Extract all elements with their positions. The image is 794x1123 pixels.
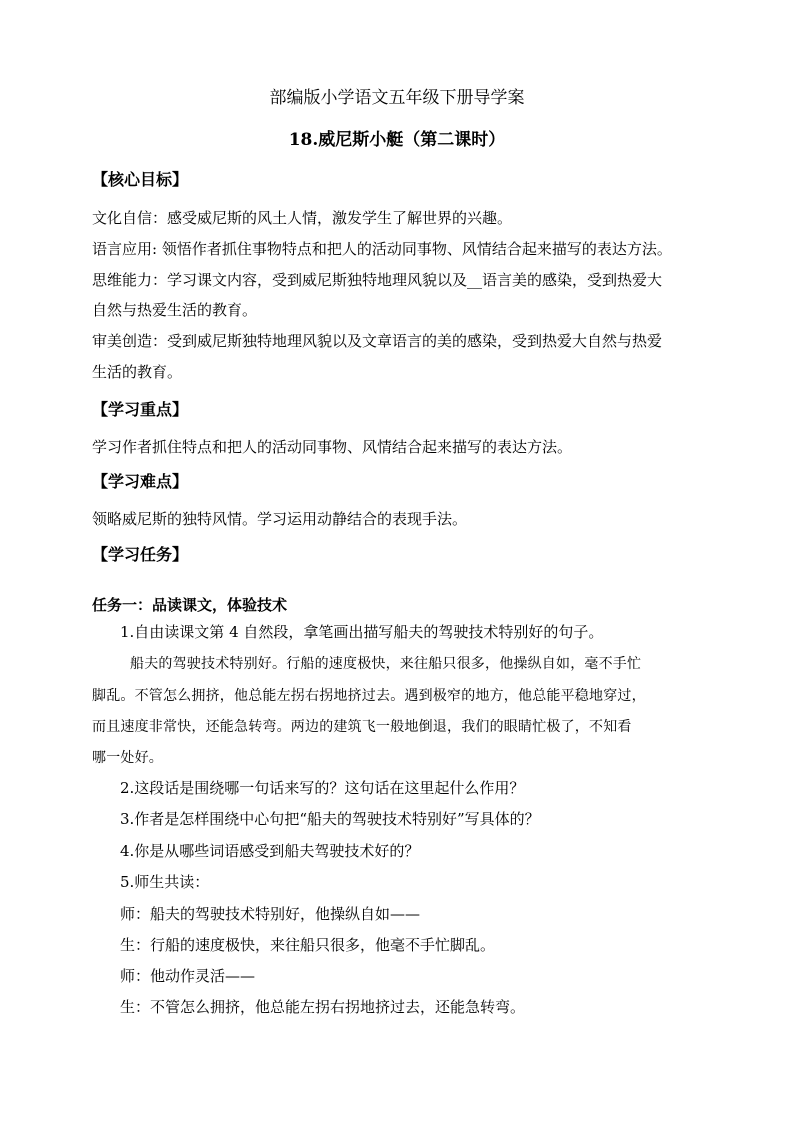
lesson-title: 18.威尼斯小艇（第二课时）: [288, 130, 506, 150]
task-item: 2.这段话是围绕哪一句话来写的？这句话在这里起什么作用？: [120, 779, 525, 797]
task-item: 5.师生共读：: [120, 873, 210, 891]
difficulties-heading: 【学习难点】: [92, 472, 189, 491]
goal-line: 思维能力：学习课文内容，受到威尼斯独特地理风貌以及__语言美的感染，受到热爱大: [92, 271, 663, 289]
task-item: 3.作者是怎样围绕中心句把“船夫的驾驶技术特别好”写具体的？: [120, 810, 540, 828]
dialogue-line: 生：不管怎么拥挤，他总能左拐右拐地挤过去，还能急转弯。: [120, 998, 526, 1016]
task1-title: 任务一：品读课文，体验技术: [92, 596, 288, 614]
difficulties-text: 领略威尼斯的独特风情。学习运用动静结合的表现手法。: [92, 510, 468, 528]
task-item: 1.自由读课文第 4 自然段，拿笔画出描写船夫的驾驶技术特别好的句子。: [120, 623, 604, 641]
goal-line: 语言应用: 领悟作者抓住事物特点和把人的活动同事物、风情结合起来描写的表达方法。: [92, 240, 672, 258]
tasks-heading: 【学习任务】: [92, 545, 189, 564]
passage-line: 船夫的驾驶技术特别好。行船的速度极快，来往船只很多，他操纵自如，毫不手忙: [130, 656, 642, 672]
task-item: 4.你是从哪些词语感受到船夫驾驶技术好的？: [120, 842, 420, 860]
passage-line: 脚乱。不管怎么拥挤，他总能左拐右拐地挤过去。遇到极窄的地方，他总能平稳地穿过，: [92, 688, 646, 704]
passage-line: 哪一处好。: [92, 750, 163, 766]
goal-line: 文化自信：感受威尼斯的风土人情，激发学生了解世界的兴趣。: [92, 209, 513, 227]
goal-line: 审美创造：受到威尼斯独特地理风貌以及文章语言的美的感染，受到热爱大自然与热爱: [92, 332, 663, 350]
dialogue-line: 生：行船的速度极快，来往船只很多，他毫不手忙脚乱。: [120, 936, 496, 954]
dialogue-line: 师：船夫的驾驶技术特别好，他操纵自如——: [120, 905, 421, 923]
key-points-heading: 【学习重点】: [92, 400, 189, 419]
document-title: 部编版小学语文五年级下册导学案: [269, 88, 525, 108]
dialogue-line: 师：他动作灵活——: [120, 967, 256, 985]
passage-line: 而且速度非常快，还能急转弯。两边的建筑飞一般地倒退，我们的眼睛忙极了，不知看: [92, 719, 632, 735]
core-goals-heading: 【核心目标】: [92, 170, 189, 189]
goal-line: 生活的教育。: [92, 363, 183, 381]
goal-line: 自然与热爱生活的教育。: [92, 301, 258, 319]
key-points-text: 学习作者抓住特点和把人的活动同事物、风情结合起来描写的表达方法。: [92, 438, 573, 456]
